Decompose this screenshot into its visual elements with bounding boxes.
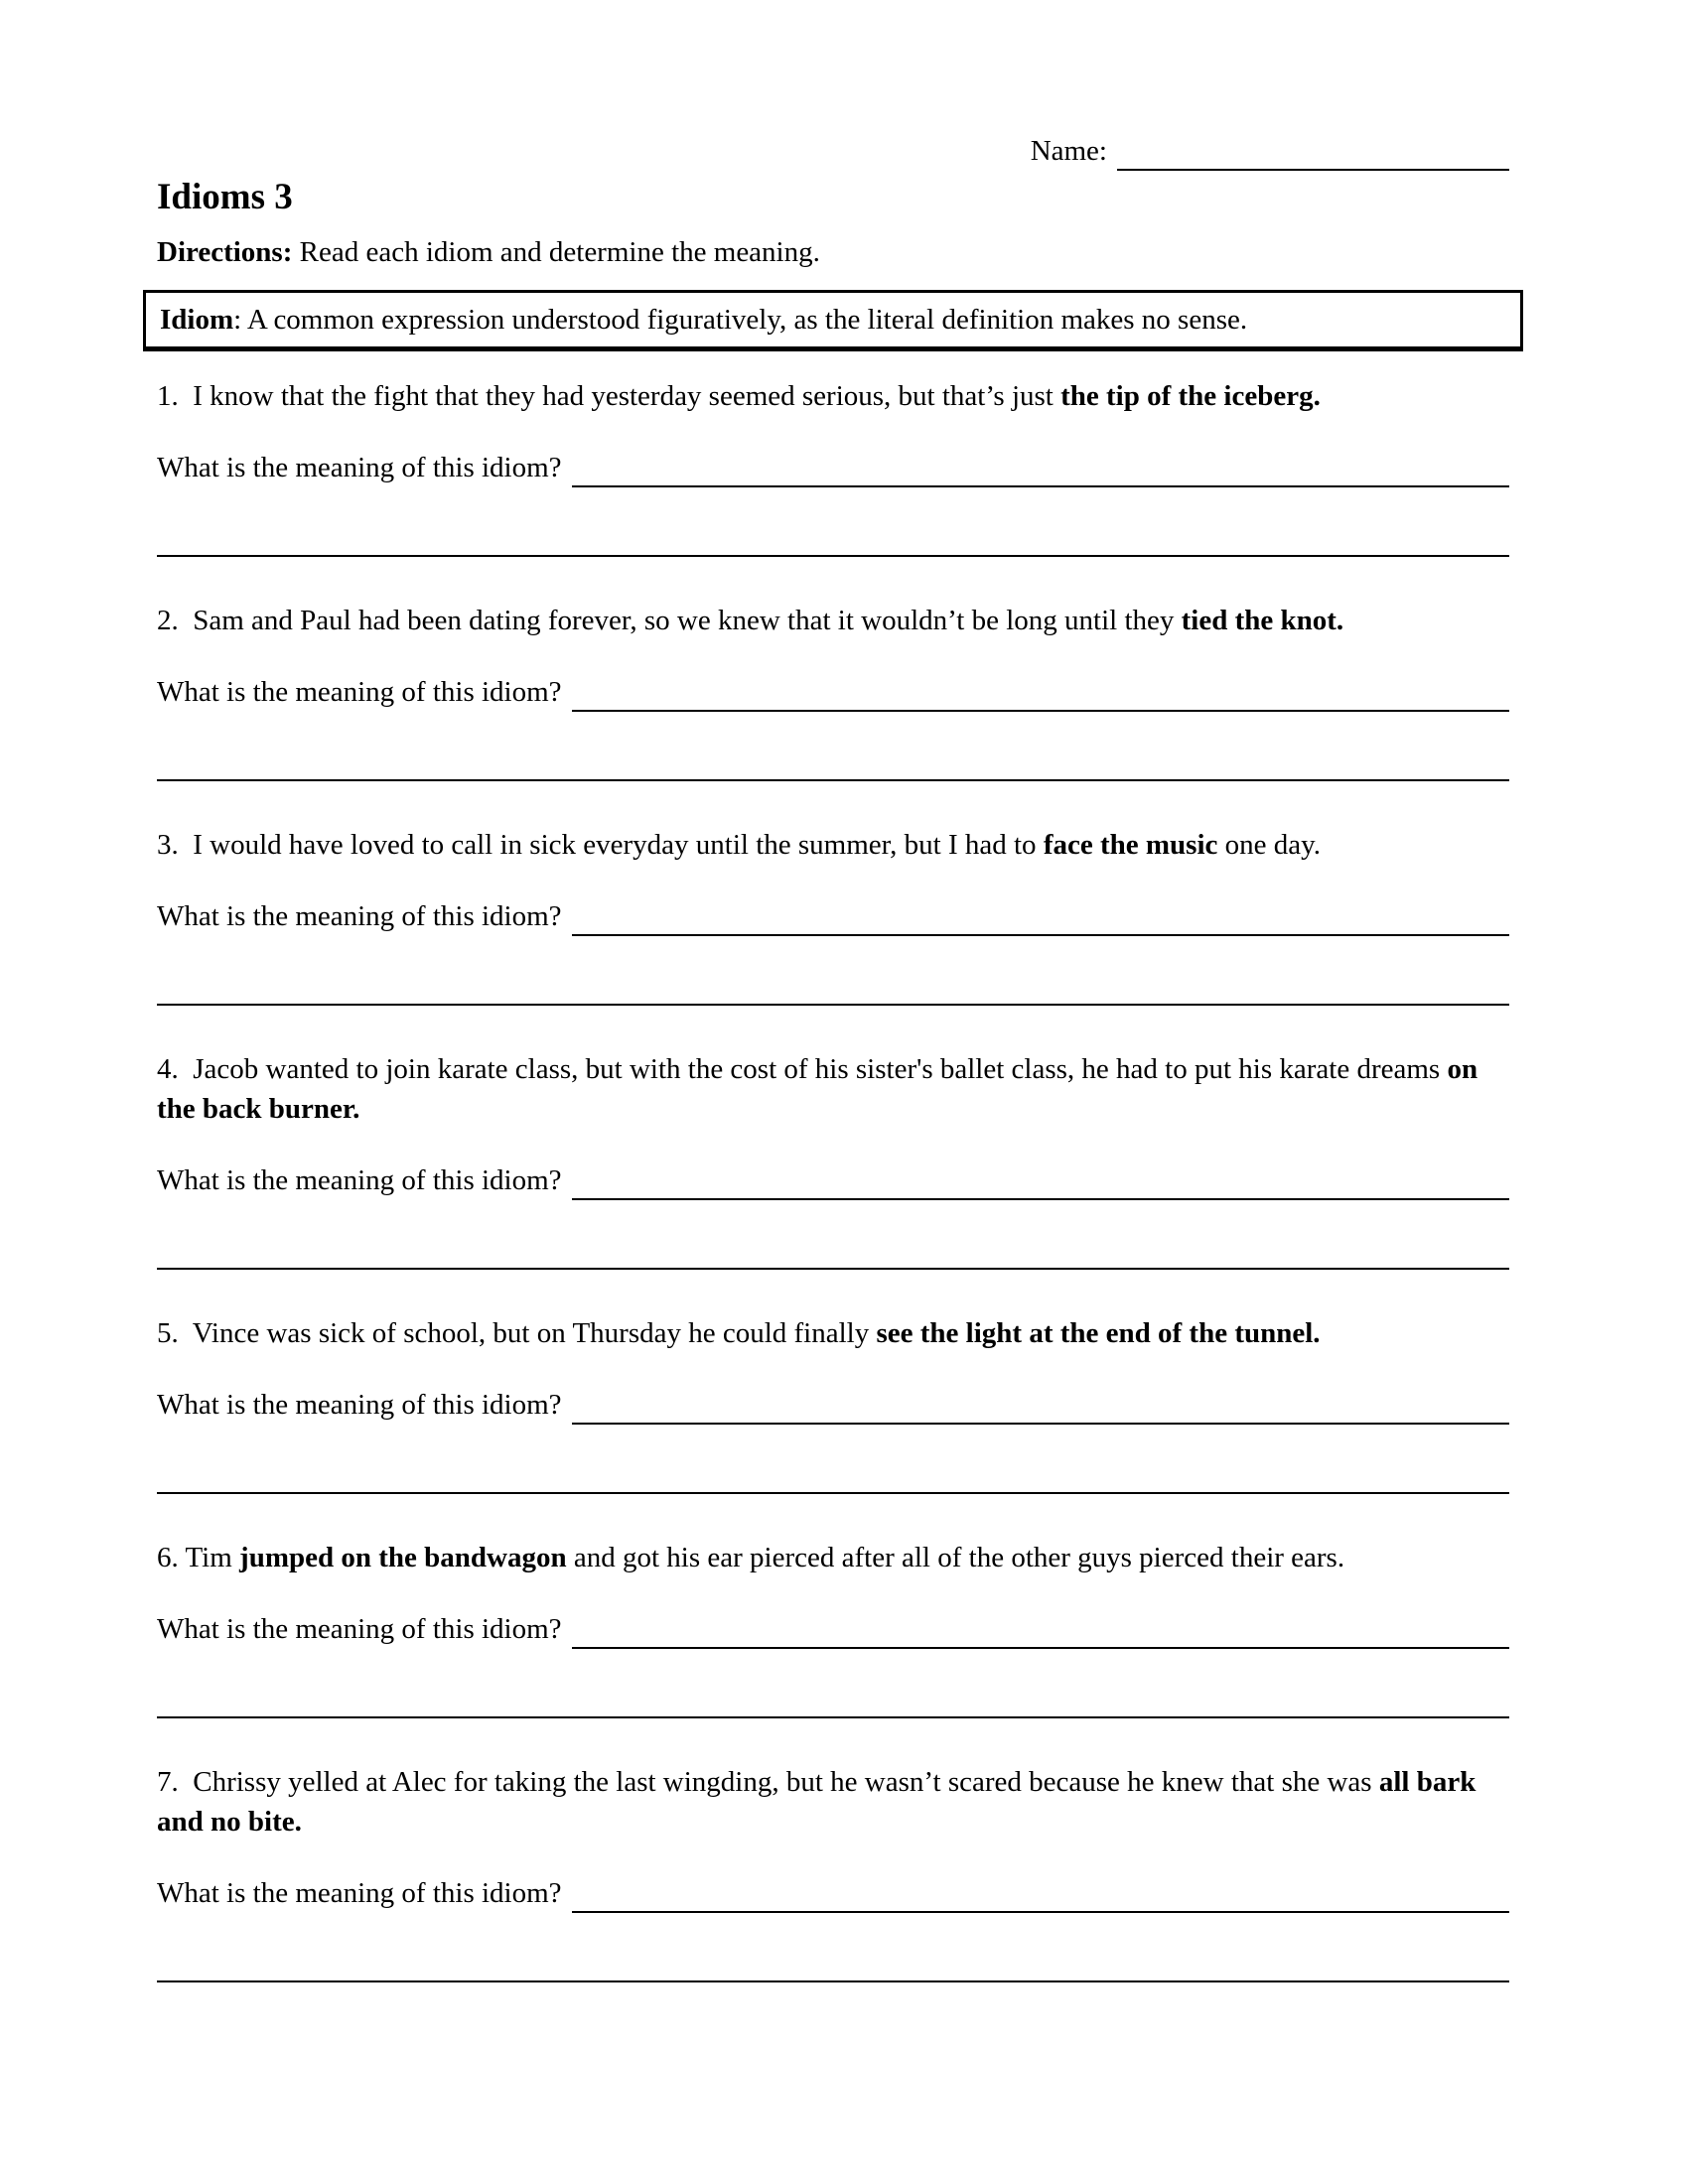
idiom-definition-box — [143, 290, 1523, 351]
definition-text: : A common expression understood figuratively, as the literal definition makes no sense. — [233, 304, 1248, 336]
question-sentence — [157, 825, 1509, 865]
question-block-7 — [157, 1762, 1509, 1982]
meaning-prompt-row — [157, 1609, 1509, 1649]
answer-blank-line-1[interactable] — [572, 1160, 1509, 1200]
meaning-prompt-label: What is the meaning of this idiom? — [157, 676, 562, 708]
answer-blank-line-1[interactable] — [572, 896, 1509, 936]
question-sentence — [157, 1762, 1509, 1842]
idiom-definition — [160, 300, 1506, 340]
answer-blank-line-2[interactable] — [157, 555, 1509, 557]
question-text-lead: 5. Vince was sick of school, but on Thursday he could finally — [157, 1317, 877, 1349]
answer-blank-line-1[interactable] — [572, 1385, 1509, 1425]
question-idiom-bold: all bark and no bite. — [157, 1766, 1483, 1838]
answer-blank-line-2[interactable] — [157, 779, 1509, 781]
question-text-lead: 3. I would have loved to call in sick everyday until the summer, but I had to — [157, 829, 1044, 861]
question-idiom-bold: the tip of the iceberg. — [1060, 380, 1321, 412]
meaning-prompt-row — [157, 896, 1509, 936]
name-row — [157, 131, 1509, 171]
answer-blank-line-2[interactable] — [157, 1980, 1509, 1982]
meaning-prompt-row — [157, 1385, 1509, 1425]
meaning-prompt-label: What is the meaning of this idiom? — [157, 1877, 562, 1909]
name-label: Name: — [1030, 135, 1107, 167]
directions-label: Directions: — [157, 236, 293, 268]
page-title: Idioms 3 — [157, 177, 293, 217]
question-sentence — [157, 1313, 1509, 1353]
question-sentence — [157, 1538, 1509, 1577]
question-block-5 — [157, 1313, 1509, 1494]
question-text-lead: 4. Jacob wanted to join karate class, but with the cost of his sister's ballet class, he had to put his karate dreams — [157, 1053, 1448, 1085]
answer-blank-line-1[interactable] — [572, 672, 1509, 712]
answer-blank-line-1[interactable] — [572, 1873, 1509, 1913]
meaning-prompt-label: What is the meaning of this idiom? — [157, 452, 562, 483]
meaning-prompt-label: What is the meaning of this idiom? — [157, 900, 562, 932]
question-block-1 — [157, 376, 1509, 557]
answer-blank-line-1[interactable] — [572, 448, 1509, 487]
meaning-prompt-row — [157, 1873, 1509, 1913]
name-blank-line[interactable] — [1117, 135, 1509, 171]
answer-blank-line-2[interactable] — [157, 1004, 1509, 1006]
question-text-tail: and got his ear pierced after all of the other guys pierced their ears. — [566, 1542, 1345, 1573]
question-block-6 — [157, 1538, 1509, 1718]
answer-blank-line-1[interactable] — [572, 1609, 1509, 1649]
question-sentence — [157, 376, 1509, 416]
directions — [157, 232, 1509, 272]
question-text-lead: 1. I know that the fight that they had yesterday seemed serious, but that’s just — [157, 380, 1061, 412]
meaning-prompt-row — [157, 448, 1509, 487]
answer-blank-line-2[interactable] — [157, 1268, 1509, 1270]
question-idiom-bold: on the back burner. — [157, 1053, 1485, 1125]
answer-blank-line-2[interactable] — [157, 1716, 1509, 1718]
question-idiom-bold: jumped on the bandwagon — [239, 1542, 567, 1573]
meaning-prompt-label: What is the meaning of this idiom? — [157, 1164, 562, 1196]
question-sentence — [157, 601, 1509, 640]
question-block-2 — [157, 601, 1509, 781]
meaning-prompt-label: What is the meaning of this idiom? — [157, 1389, 562, 1421]
definition-label: Idiom — [160, 304, 234, 336]
directions-text: Read each idiom and determine the meaning. — [292, 236, 820, 268]
question-text-lead: 7. Chrissy yelled at Alec for taking the last wingding, but he wasn’t scared because he knew that she was — [157, 1766, 1379, 1798]
question-text-lead: 6. Tim — [157, 1542, 240, 1573]
question-idiom-bold: face the music — [1043, 829, 1218, 861]
meaning-prompt-label: What is the meaning of this idiom? — [157, 1613, 562, 1645]
question-block-4 — [157, 1049, 1509, 1270]
answer-blank-line-2[interactable] — [157, 1492, 1509, 1494]
question-block-3 — [157, 825, 1509, 1006]
question-text-tail: one day. — [1217, 829, 1321, 861]
question-sentence — [157, 1049, 1509, 1129]
question-idiom-bold: tied the knot. — [1181, 605, 1344, 636]
meaning-prompt-row — [157, 672, 1509, 712]
question-idiom-bold: see the light at the end of the tunnel. — [876, 1317, 1321, 1349]
question-text-lead: 2. Sam and Paul had been dating forever, so we knew that it wouldn’t be long until they — [157, 605, 1182, 636]
meaning-prompt-row — [157, 1160, 1509, 1200]
